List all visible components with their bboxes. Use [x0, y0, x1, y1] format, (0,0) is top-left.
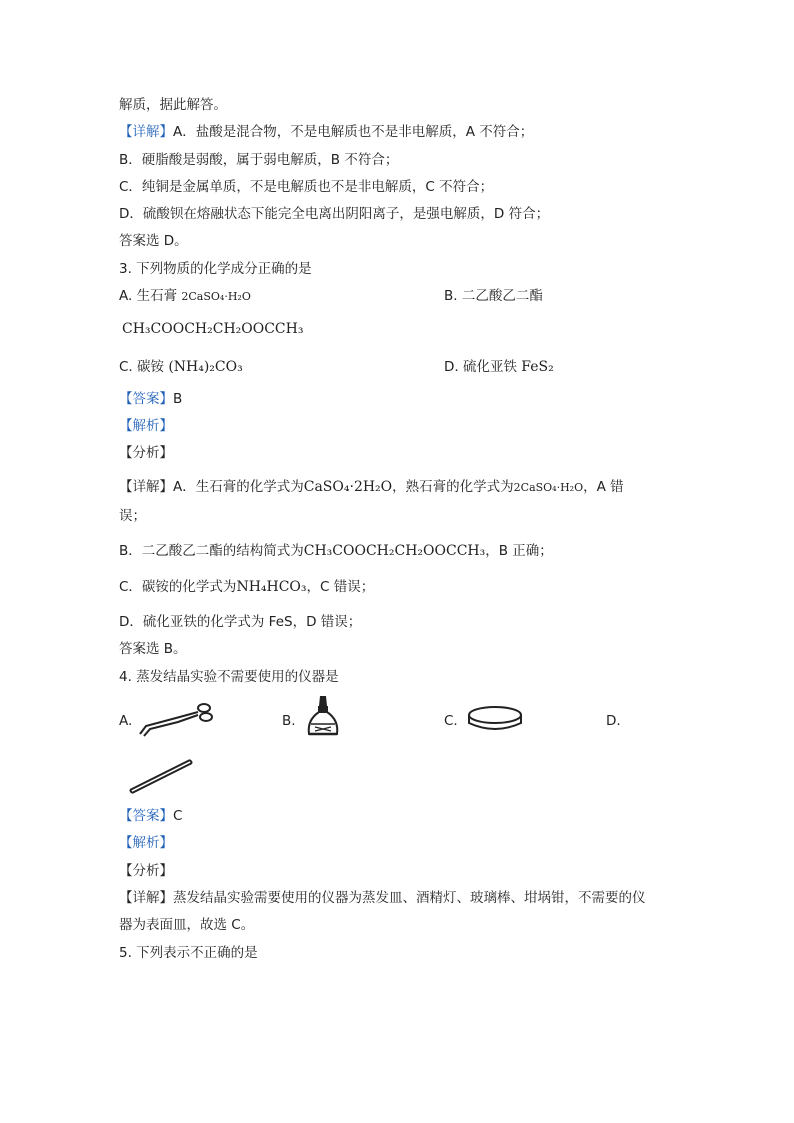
q2-detail-a-text: A．盐酸是混合物，不是电解质也不是非电解质，A 不符合； — [173, 124, 534, 140]
q3-detail-c-2: ，C 错误； — [306, 579, 375, 595]
q3-option-d — [444, 358, 554, 376]
q4-answer-value: C — [173, 808, 183, 824]
q3-detail-d: D．硫化亚铁的化学式为 FeS，D 错误； — [119, 614, 362, 630]
q3-option-a-formula: 2CaSO₄·H₂O — [181, 290, 251, 303]
q3-detail-a-formula1: CaSO₄·2H₂O — [303, 479, 393, 495]
q4-detail-1 — [119, 889, 646, 907]
q3-detail-a-cont: 误； — [119, 508, 146, 524]
q3-detail-b-formula: CH₃COOCH₂CH₂OOCCH₃ — [303, 543, 486, 559]
q3-option-b-formula: CH₃COOCH₂CH₂OOCCH₃ — [122, 321, 304, 337]
q4-detail-2: 器为表面皿，故选 C。 — [119, 917, 255, 933]
detail-tag: 【详解】 — [119, 890, 173, 906]
crucible-tongs-icon — [136, 700, 216, 740]
q3-option-a-label: A. 生石膏 — [119, 288, 178, 304]
q3-detail-b-2: ，B 正确； — [485, 543, 553, 559]
q3-detail-b-1: B．二乙酸乙二酯的结构简式为 — [119, 543, 304, 559]
q2-detail-c: C．纯铜是金属单质，不是电解质也不是非电解质，C 不符合； — [119, 179, 494, 195]
q3-stem: 3. 下列物质的化学成分正确的是 — [119, 261, 312, 277]
q3-analysis-tag: 【解析】 — [119, 418, 173, 434]
q3-option-b: B. 二乙酸乙二酯 — [444, 288, 543, 304]
q3-option-a — [119, 287, 251, 306]
q4-fenxi-tag: 【分析】 — [119, 863, 173, 879]
detail-tag: 【详解】 — [119, 479, 173, 495]
q4-option-a: A. — [119, 713, 133, 729]
q3-fenxi-tag: 【分析】 — [119, 445, 173, 461]
q3-detail-c — [119, 578, 374, 596]
q3-option-c — [119, 358, 243, 376]
q4-option-b: B. — [282, 713, 296, 729]
alcohol-lamp-icon — [303, 694, 343, 742]
glass-rod-icon — [128, 754, 194, 794]
q5-stem: 5. 下列表示不正确的是 — [119, 945, 258, 961]
q3-detail-a-3: ，A 错 — [583, 479, 624, 495]
q3-detail-b — [119, 542, 553, 560]
q2-conclusion: 答案选 D。 — [119, 233, 188, 249]
q3-answer-value: B — [173, 391, 183, 407]
answer-tag: 【答案】 — [119, 808, 173, 824]
q3-option-d-label: D. 硫化亚铁 — [444, 359, 517, 375]
q3-answer — [119, 390, 182, 408]
detail-tag: 【详解】 — [119, 124, 173, 140]
watch-glass-icon — [467, 705, 523, 735]
q3-detail-a-2: ，熟石膏的化学式为 — [392, 479, 514, 495]
q3-detail-a — [119, 478, 624, 497]
q4-option-c: C. — [444, 713, 458, 729]
q2-detail-d: D．硫酸钡在熔融状态下能完全电离出阴阳离子，是强电解质，D 符合； — [119, 206, 550, 222]
q4-option-d: D. — [606, 713, 621, 729]
q3-detail-c-1: C．碳铵的化学式为 — [119, 579, 237, 595]
q2-detail-a — [119, 123, 533, 141]
q3-detail-a-1: A．生石膏的化学式为 — [173, 479, 304, 495]
q3-option-c-formula: (NH₄)₂CO₃ — [168, 359, 243, 375]
q3-option-c-label: C. 碳铵 — [119, 359, 165, 375]
q4-answer — [119, 807, 182, 825]
q4-stem: 4. 蒸发结晶实验不需要使用的仪器是 — [119, 669, 339, 685]
q3-conclusion: 答案选 B。 — [119, 641, 187, 657]
q4-detail-1-text: 蒸发结晶实验需要使用的仪器为蒸发皿、酒精灯、玻璃棒、坩埚钳，不需要的仪 — [173, 890, 646, 906]
answer-tag: 【答案】 — [119, 391, 173, 407]
q3-detail-a-formula2: 2CaSO₄·H₂O — [513, 481, 584, 494]
q4-analysis-tag: 【解析】 — [119, 835, 173, 851]
q3-option-d-formula: FeS₂ — [521, 359, 554, 375]
q2-detail-b: B．硬脂酸是弱酸，属于弱电解质，B 不符合； — [119, 152, 399, 168]
q2-intro-tail: 解质，据此解答。 — [119, 97, 227, 113]
q3-detail-c-formula: NH₄HCO₃ — [236, 579, 307, 595]
